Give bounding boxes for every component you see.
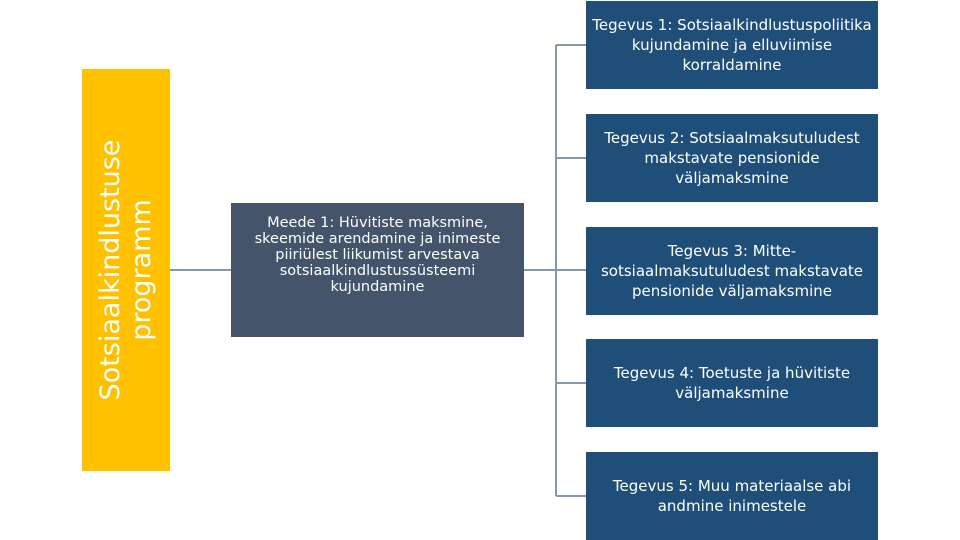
activity-label-5: Tegevus 5: Muu materiaalse abi andmine inimestele (612, 477, 852, 515)
activity-label-2: Tegevus 2: Sotsiaalmaksutuludest makstavate pensionide väljamaksmine (604, 129, 860, 187)
activity-box-5 (586, 452, 878, 540)
activity-box-4 (586, 339, 878, 427)
program-label: Sotsiaalkindlustuse programm (95, 139, 157, 401)
measure-label: Meede 1: Hüvitiste maksmine, skeemide arendamine ja inimeste piiriülest liikumist arvestava sotsiaalkindlustussüsteemi kujundamine (254, 215, 501, 295)
activity-label-4: Tegevus 4: Toetuste ja hüvitiste väljamaksmine (613, 364, 851, 402)
activity-box-2 (586, 114, 878, 202)
activity-label-1: Tegevus 1: Sotsiaalkindlustuspoliitika kujundamine ja elluviimise korraldamine (592, 16, 872, 74)
measure-box (231, 203, 524, 337)
activity-label-3: Tegevus 3: Mitte-sotsiaalmaksutuludest makstavate pensionide väljamaksmine (600, 242, 864, 300)
activity-box-3 (586, 227, 878, 315)
activity-box-1 (586, 1, 878, 89)
